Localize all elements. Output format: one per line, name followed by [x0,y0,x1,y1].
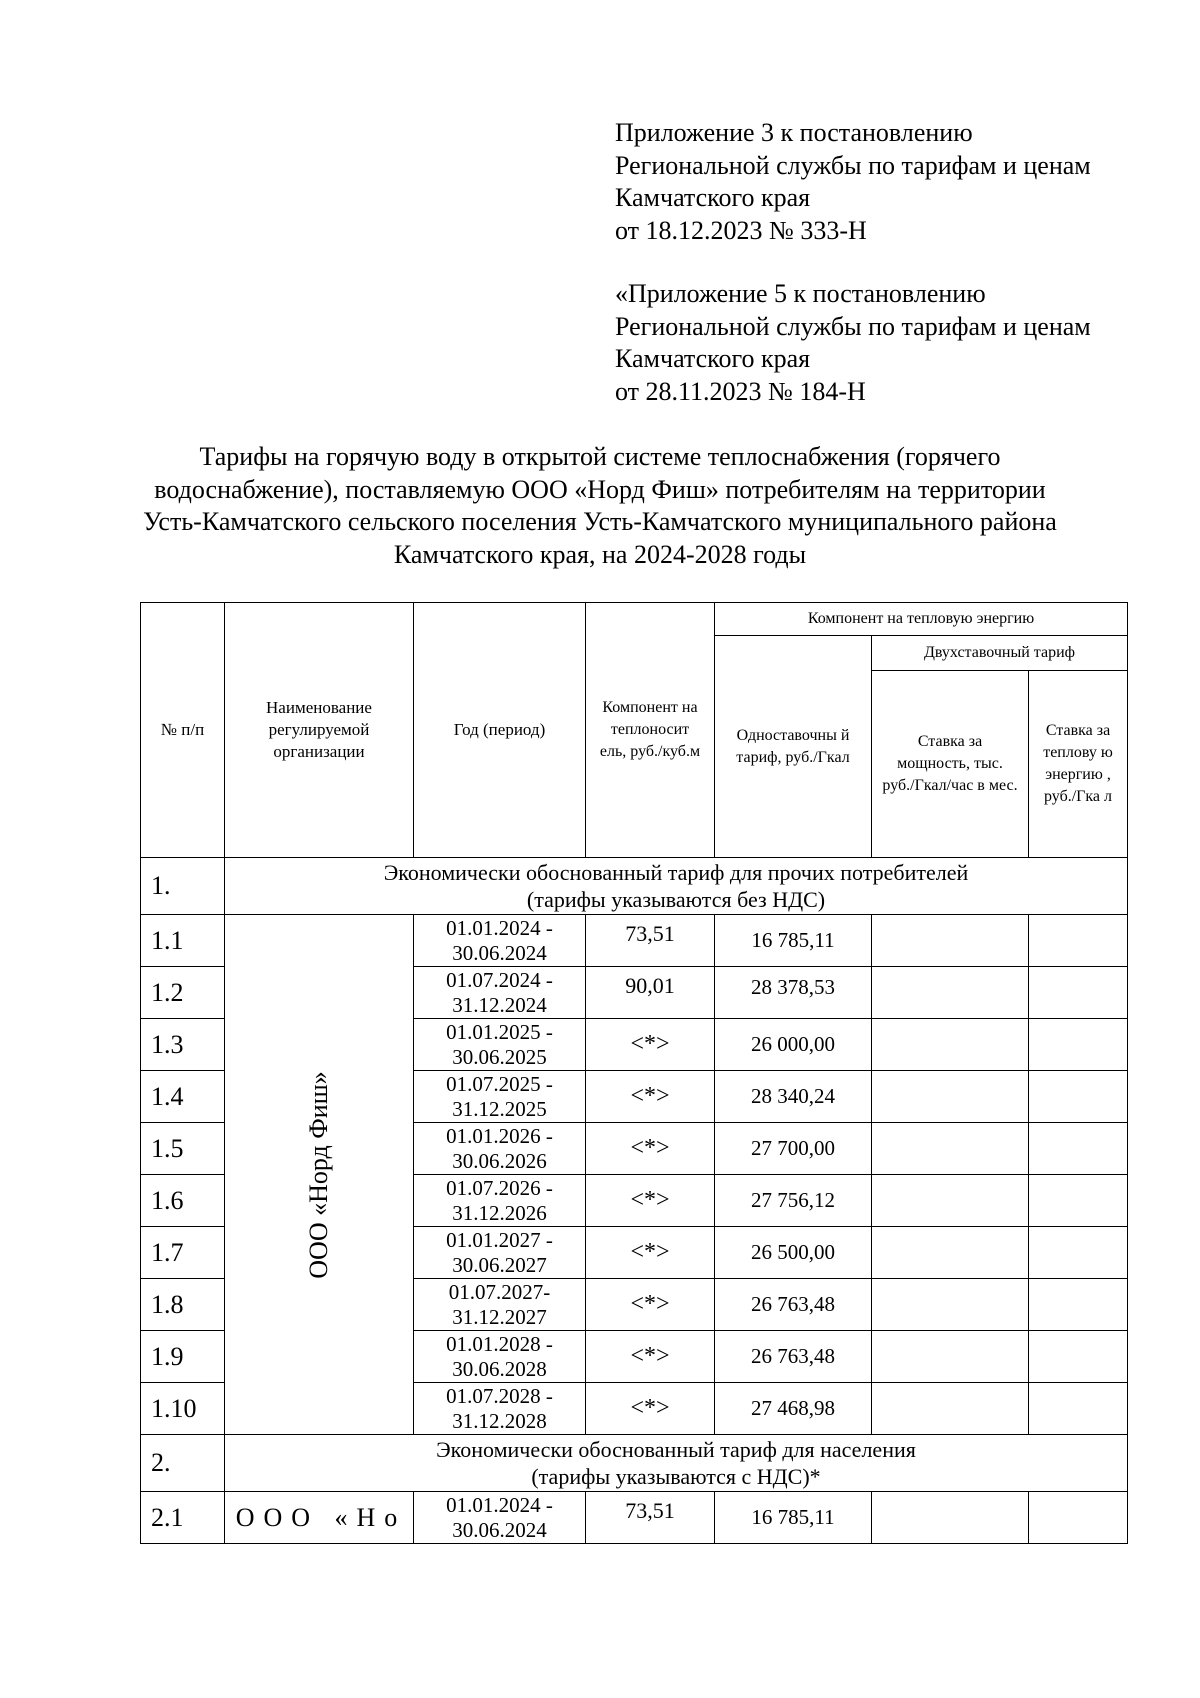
row-capacity-rate [872,1492,1029,1544]
row-num: 1.5 [141,1123,225,1175]
section-title-line: Экономически обоснованный тариф для населения [436,1437,916,1462]
row-capacity-rate [872,1331,1029,1383]
row-single-rate: 26 500,00 [715,1227,872,1279]
row-num: 1.6 [141,1175,225,1227]
row-energy-rate [1029,1492,1128,1544]
section-row [141,858,1128,915]
tariff-table [140,602,1128,1544]
row-period [414,1123,586,1175]
org-name-cell [225,915,414,1435]
title-line: Камчатского края, на 2024-2028 годы [393,539,807,569]
title-line: водоснабжение), поставляемую ООО «Норд Фиш» потребителям на территории [154,474,1046,504]
row-single-rate: 26 763,48 [715,1279,872,1331]
period-from: 01.01.2024 - [446,1492,553,1517]
row-carrier: <*> [586,1175,715,1227]
row-capacity-rate [872,1279,1029,1331]
row-energy-rate [1029,1279,1128,1331]
period-to: 31.12.2027 [452,1304,547,1329]
appendix-line: Камчатского края [615,344,811,373]
row-period [414,1331,586,1383]
row-carrier: <*> [586,1019,715,1071]
row-num: 1.10 [141,1383,225,1435]
period-to: 30.06.2028 [452,1356,547,1381]
row-energy-rate [1029,1123,1128,1175]
row-carrier: <*> [586,1071,715,1123]
row-capacity-rate [872,1123,1029,1175]
section-title-line: (тарифы указываются без НДС) [526,887,826,912]
period-to: 31.12.2028 [452,1408,547,1433]
appendix-line: Региональной службы по тарифам и ценам [615,150,1091,180]
header-two-rate-group: Двухставочный тариф [872,636,1128,671]
row-num: 1.2 [141,967,225,1019]
row-energy-rate [1029,1071,1128,1123]
row-period [414,967,586,1019]
period-to: 31.12.2026 [452,1200,547,1225]
row-capacity-rate [872,915,1029,967]
section-row [141,1435,1128,1492]
title-line: Усть-Камчатского сельского поселения Усть-Камчатского муниципального района [143,507,1057,536]
document-title [100,441,1100,571]
header-row [141,603,1128,636]
section-title [225,858,1128,915]
period-from: 01.01.2027 - [446,1227,553,1252]
period-from: 01.01.2025 - [446,1019,553,1044]
row-energy-rate [1029,1175,1128,1227]
row-single-rate: 28 340,24 [715,1071,872,1123]
period-from: 01.01.2024 - [446,915,553,940]
header-org: Наименование регулируемой организации [225,603,414,858]
header-num: № п/п [141,603,225,858]
appendix-line: Приложение 3 к постановлению [615,118,973,147]
row-period [414,1279,586,1331]
row-single-rate: 27 468,98 [715,1383,872,1435]
row-single-rate: 16 785,11 [715,915,872,967]
header-carrier: Компонент на теплоносит ель, руб./куб.м [586,603,715,858]
row-carrier: <*> [586,1227,715,1279]
appendix-line: Камчатского края [615,183,811,212]
table-row [141,915,1128,967]
row-carrier: <*> [586,1279,715,1331]
section-title-line: Экономически обоснованный тариф для прочих потребителей [383,860,969,885]
row-single-rate: 27 756,12 [715,1175,872,1227]
row-num: 1.8 [141,1279,225,1331]
header-single-rate: Одноставочны й тариф, руб./Гкал [715,636,872,858]
header-energy-rate: Ставка за теплову ю энергию , руб./Гка л [1029,671,1128,858]
appendix-line: от 18.12.2023 № 333-Н [615,215,867,245]
row-carrier: <*> [586,1383,715,1435]
row-num: 1.4 [141,1071,225,1123]
row-num: 1.3 [141,1019,225,1071]
period-to: 30.06.2026 [452,1148,547,1173]
org-name: ООО «Но [235,1502,407,1532]
header-capacity-rate: Ставка за мощность, тыс. руб./Гкал/час в мес. [872,671,1029,858]
row-energy-rate [1029,1227,1128,1279]
row-carrier: <*> [586,1331,715,1383]
row-period [414,1071,586,1123]
row-period [414,1019,586,1071]
row-carrier: 73,51 [586,1492,715,1544]
period-from: 01.07.2027- [448,1279,551,1304]
period-to: 30.06.2027 [452,1252,547,1277]
row-period [414,1175,586,1227]
title-line: Тарифы на горячую воду в открытой системе теплоснабжения (горячего [199,442,1001,471]
row-energy-rate [1029,915,1128,967]
appendix-line: Региональной службы по тарифам и ценам [615,311,1091,341]
appendix-line: «Приложение 5 к постановлению [615,279,986,308]
row-energy-rate [1029,1019,1128,1071]
period-to: 31.12.2025 [452,1096,547,1121]
period-from: 01.07.2028 - [446,1383,553,1408]
row-period [414,1227,586,1279]
period-from: 01.01.2026 - [446,1123,553,1148]
row-num: 2.1 [141,1492,225,1544]
row-capacity-rate [872,1071,1029,1123]
row-single-rate: 27 700,00 [715,1123,872,1175]
period-from: 01.07.2026 - [446,1175,553,1200]
appendix-header-original [615,278,1091,408]
row-capacity-rate [872,1383,1029,1435]
period-from: 01.07.2025 - [446,1071,553,1096]
row-energy-rate [1029,967,1128,1019]
row-num: 1.7 [141,1227,225,1279]
row-period [414,915,586,967]
row-num: 1.1 [141,915,225,967]
row-carrier: 73,51 [586,915,715,967]
header-period: Год (период) [414,603,586,858]
row-single-rate: 26 000,00 [715,1019,872,1071]
section-title-line: (тарифы указываются с НДС)* [531,1464,821,1489]
period-to: 30.06.2024 [452,940,547,965]
row-capacity-rate [872,1227,1029,1279]
row-period [414,1492,586,1544]
section-num: 1. [141,858,225,915]
table-row [141,1492,1128,1544]
row-single-rate: 28 378,53 [715,967,872,1019]
row-energy-rate [1029,1331,1128,1383]
period-from: 01.07.2024 - [446,967,553,992]
period-to: 30.06.2025 [452,1044,547,1069]
row-single-rate: 16 785,11 [715,1492,872,1544]
header-heat-group: Компонент на тепловую энергию [715,603,1128,636]
row-num: 1.9 [141,1331,225,1383]
appendix-header-current [615,117,1091,247]
row-carrier: 90,01 [586,967,715,1019]
row-single-rate: 26 763,48 [715,1331,872,1383]
row-carrier: <*> [586,1123,715,1175]
row-capacity-rate [872,1019,1029,1071]
period-to: 31.12.2024 [452,992,547,1017]
org-name-cell [225,1492,414,1544]
row-capacity-rate [872,1175,1029,1227]
period-from: 01.01.2028 - [446,1331,553,1356]
section-num: 2. [141,1435,225,1492]
row-energy-rate [1029,1383,1128,1435]
section-title [225,1435,1128,1492]
org-name: ООО «Норд Фиш» [304,1070,333,1279]
row-period [414,1383,586,1435]
row-capacity-rate [872,967,1029,1019]
appendix-line: от 28.11.2023 № 184-Н [615,376,866,406]
period-to: 30.06.2024 [452,1517,547,1542]
